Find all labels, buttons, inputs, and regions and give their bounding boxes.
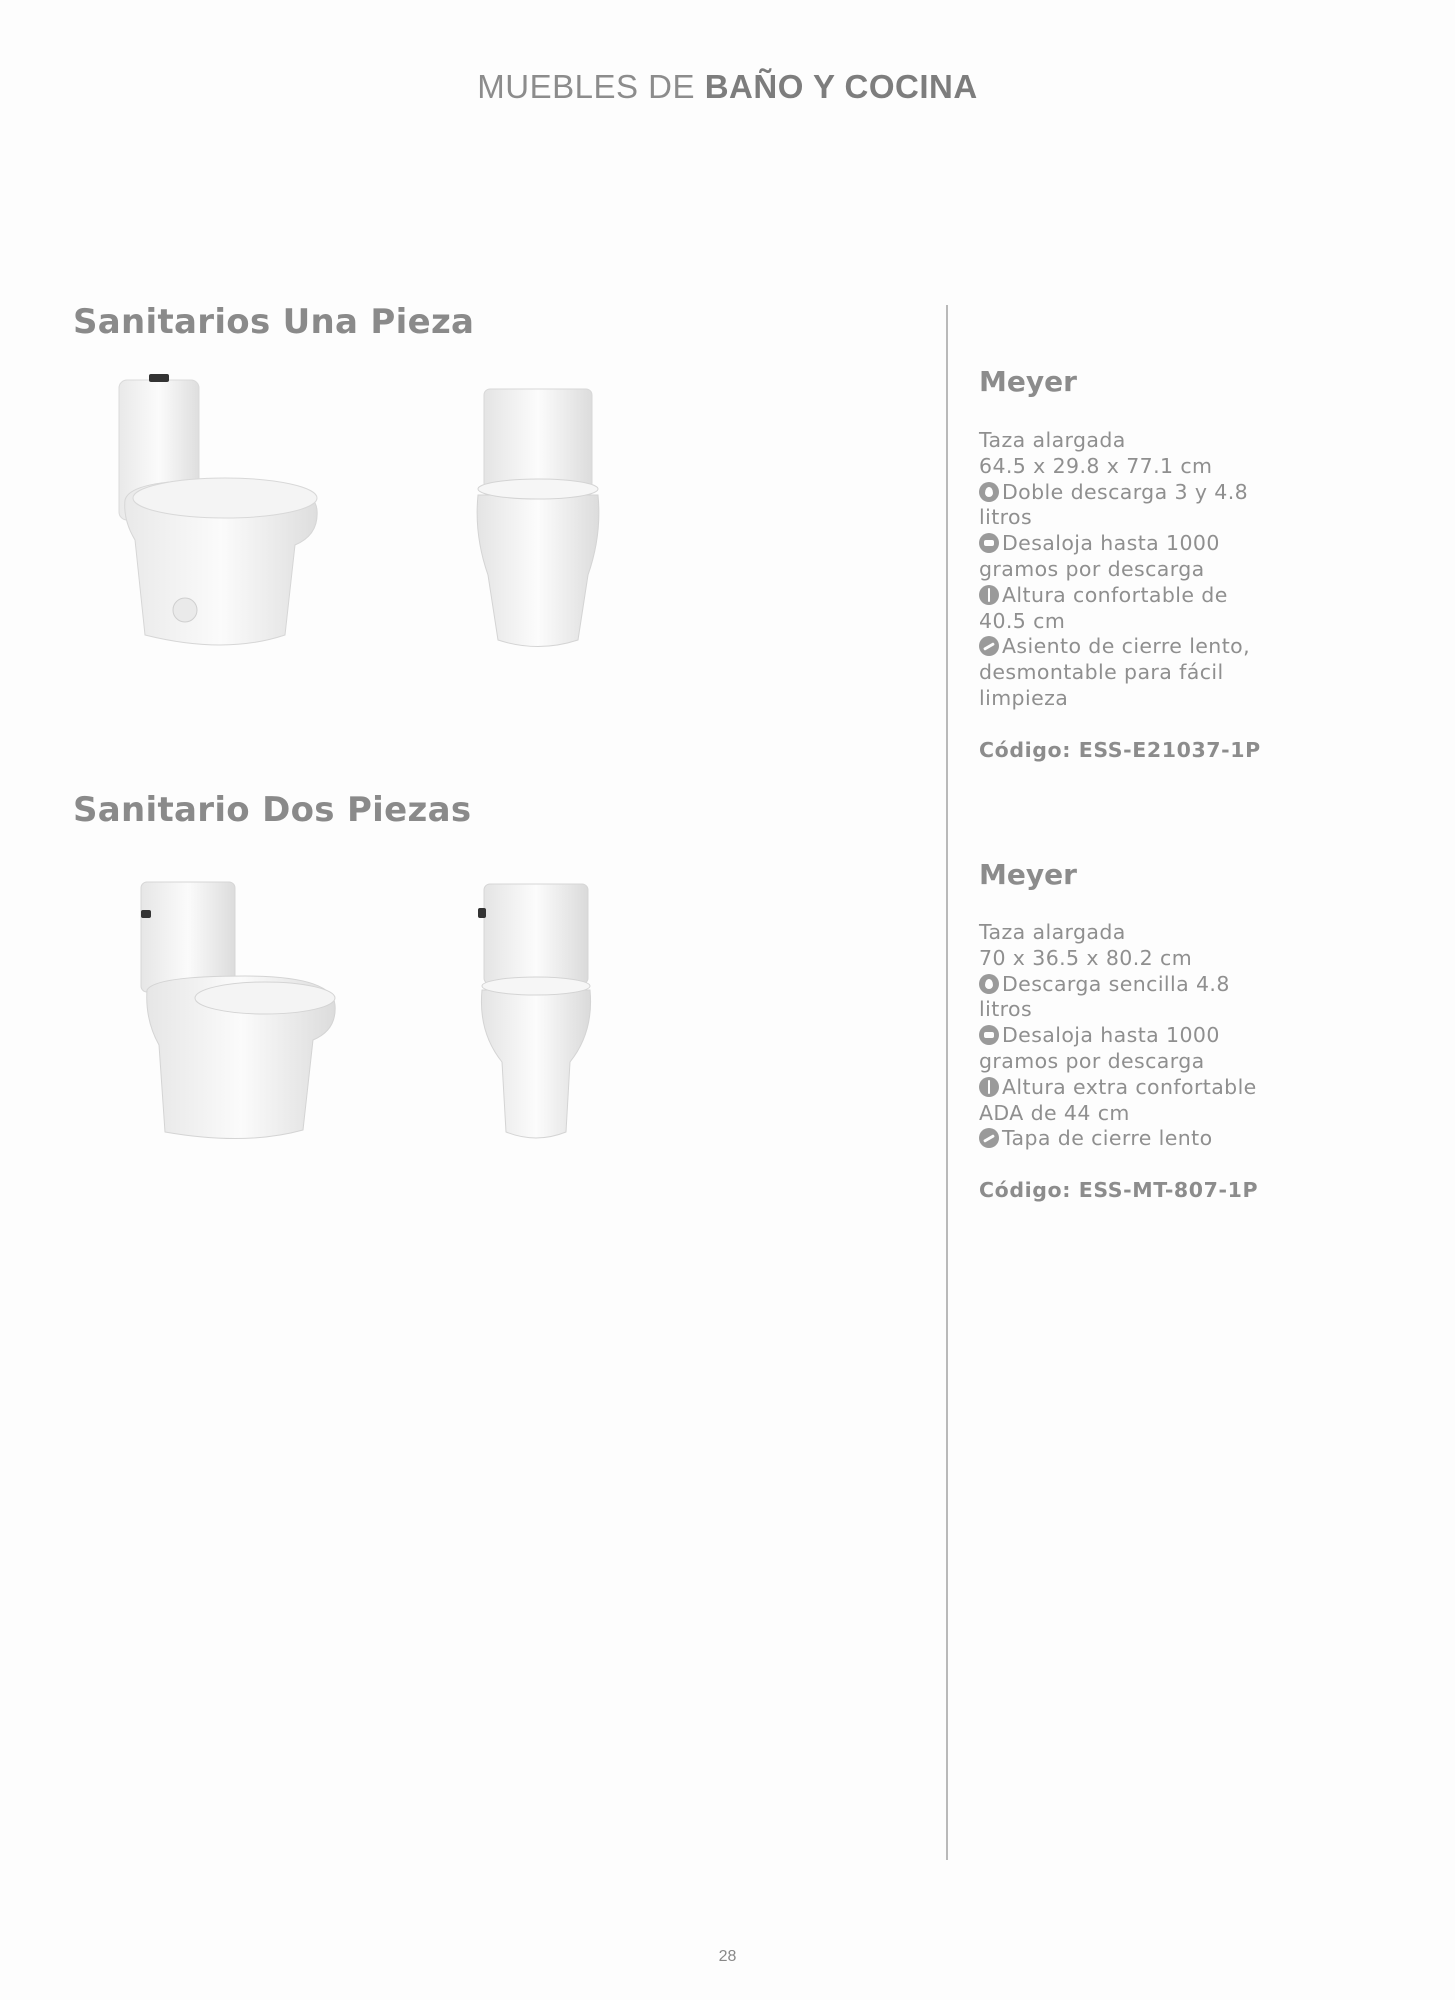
spec-text: Altura extra confortable	[1002, 1074, 1257, 1099]
header-prefix: MUEBLES DE	[477, 68, 705, 105]
spec-text: Desaloja hasta 1000	[1002, 531, 1220, 556]
column-divider	[946, 305, 948, 1860]
header-bold: BAÑO Y COCINA	[704, 68, 978, 105]
spec-feature	[979, 531, 1289, 557]
spec-feature	[979, 480, 1289, 506]
spec-feature	[979, 1075, 1289, 1101]
product-name: Meyer	[979, 365, 1077, 398]
spec-line: 40.5 cm	[979, 608, 1066, 633]
spec-feature	[979, 583, 1289, 609]
page-number: 28	[718, 1948, 737, 1965]
spec-line: gramos por descarga	[979, 1048, 1205, 1073]
spec-line: litros	[979, 997, 1033, 1022]
product-code: Código: ESS-MT-807-1P	[979, 1178, 1259, 1202]
spec-text: Tapa de cierre lento	[1002, 1126, 1213, 1151]
spec-feature	[979, 1023, 1289, 1049]
soft-close-seat-icon	[979, 1128, 999, 1148]
spec-line: Taza alargada	[979, 920, 1126, 944]
spec-text: Doble descarga 3 y 4.8	[1002, 479, 1249, 504]
spec-line: litros	[979, 505, 1033, 530]
spec-text: Descarga sencilla 4.8	[1002, 971, 1230, 996]
weight-1000-icon	[979, 533, 999, 553]
soft-close-seat-icon	[979, 636, 999, 656]
product-name: Meyer	[979, 858, 1077, 891]
toilet-two-piece-side-image	[135, 880, 340, 1145]
water-drop-icon	[979, 974, 999, 994]
height-icon	[979, 585, 999, 605]
height-icon	[979, 1077, 999, 1097]
spec-line: 64.5 x 29.8 x 77.1 cm	[979, 453, 1213, 478]
toilet-one-piece-side-image	[105, 370, 330, 660]
section-title-one-piece: Sanitarios Una Pieza	[73, 302, 475, 342]
spec-line: limpieza	[979, 685, 1069, 710]
spec-feature	[979, 1126, 1289, 1152]
product-code: Código: ESS-E21037-1P	[979, 738, 1261, 762]
spec-line: 70 x 36.5 x 80.2 cm	[979, 945, 1193, 970]
page-header	[0, 68, 1455, 106]
toilet-two-piece-front-image	[476, 882, 596, 1147]
spec-feature	[979, 634, 1289, 660]
spec-line: desmontable para fácil	[979, 660, 1224, 685]
spec-text: Altura confortable de	[1002, 582, 1228, 607]
water-drop-icon	[979, 482, 999, 502]
toilet-one-piece-front-image	[470, 385, 605, 650]
spec-text: Asiento de cierre lento,	[1002, 634, 1250, 659]
section-title-two-piece: Sanitario Dos Piezas	[73, 790, 472, 830]
product-specs	[979, 920, 1289, 1152]
spec-feature	[979, 972, 1289, 998]
spec-line: gramos por descarga	[979, 556, 1205, 581]
spec-line: Taza alargada	[979, 428, 1126, 452]
product-specs	[979, 428, 1289, 712]
spec-text: Desaloja hasta 1000	[1002, 1023, 1220, 1048]
spec-line: ADA de 44 cm	[979, 1100, 1130, 1125]
weight-1000-icon	[979, 1025, 999, 1045]
